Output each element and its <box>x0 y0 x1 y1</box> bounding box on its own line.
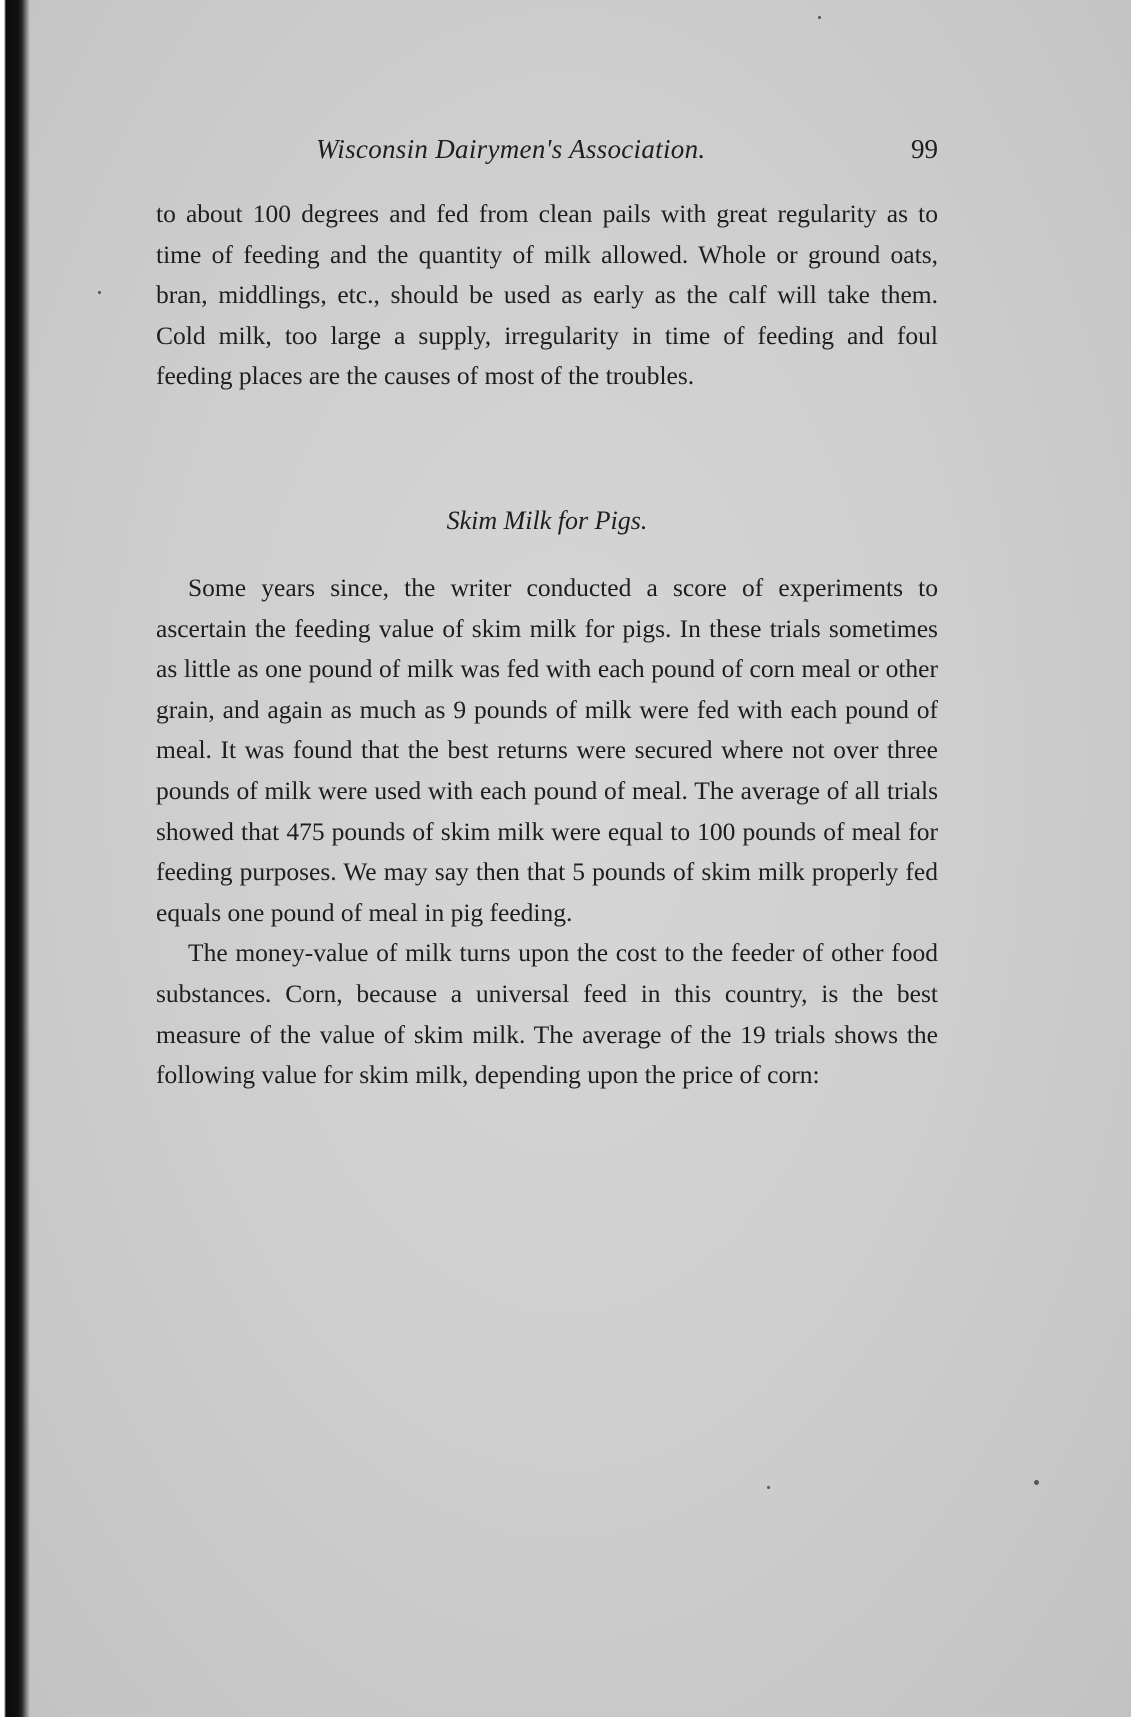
dust-speck <box>767 1486 770 1489</box>
dust-speck <box>98 291 101 294</box>
section-heading: Skim Milk for Pigs. <box>446 506 648 535</box>
running-title: Wisconsin Dairymen's Association. <box>316 134 706 164</box>
section-paragraph-2: The money-value of milk turns upon the cost to the feeder of other food substances. Corn, because a universal feed in this country, is the best measure of the value of skim milk. The average of the 19 trials shows the following value for skim milk, depending upon the price of corn: <box>156 938 938 1090</box>
section-paragraph-1: Some years since, the writer conducted a score of experiments to ascertain the feeding value of skim milk for pigs. In these trials sometimes as little as one pound of milk was fed with each pound of corn meal or other grain, and again as much as 9 pounds of milk were fed with each pound of meal. It was found that the best returns were secured where not over three pounds of milk were used with each pound of meal. The average of all trials showed that 475 pounds of skim milk were equal to 100 pounds of meal for feeding purposes. We may say then that 5 pounds of skim milk properly fed equals one pound of meal in pig feeding. <box>156 573 938 927</box>
running-head <box>156 134 938 174</box>
dust-speck <box>1034 1480 1039 1485</box>
section-body <box>156 568 938 1096</box>
continuation-paragraph: to about 100 degrees and fed from clean pails with great regularity as to time of feeding and the quantity of milk allowed. Whole or ground oats, bran, middlings, etc., should be used as early as the calf will take them. Cold milk, too large a supply, irregularity in time of feeding and foul feeding places are the causes of most of the troubles. <box>156 199 938 391</box>
continuation-text <box>156 194 938 397</box>
dust-speck <box>818 16 821 19</box>
book-binding-edge <box>0 0 30 1717</box>
page-number: 99 <box>911 134 938 164</box>
